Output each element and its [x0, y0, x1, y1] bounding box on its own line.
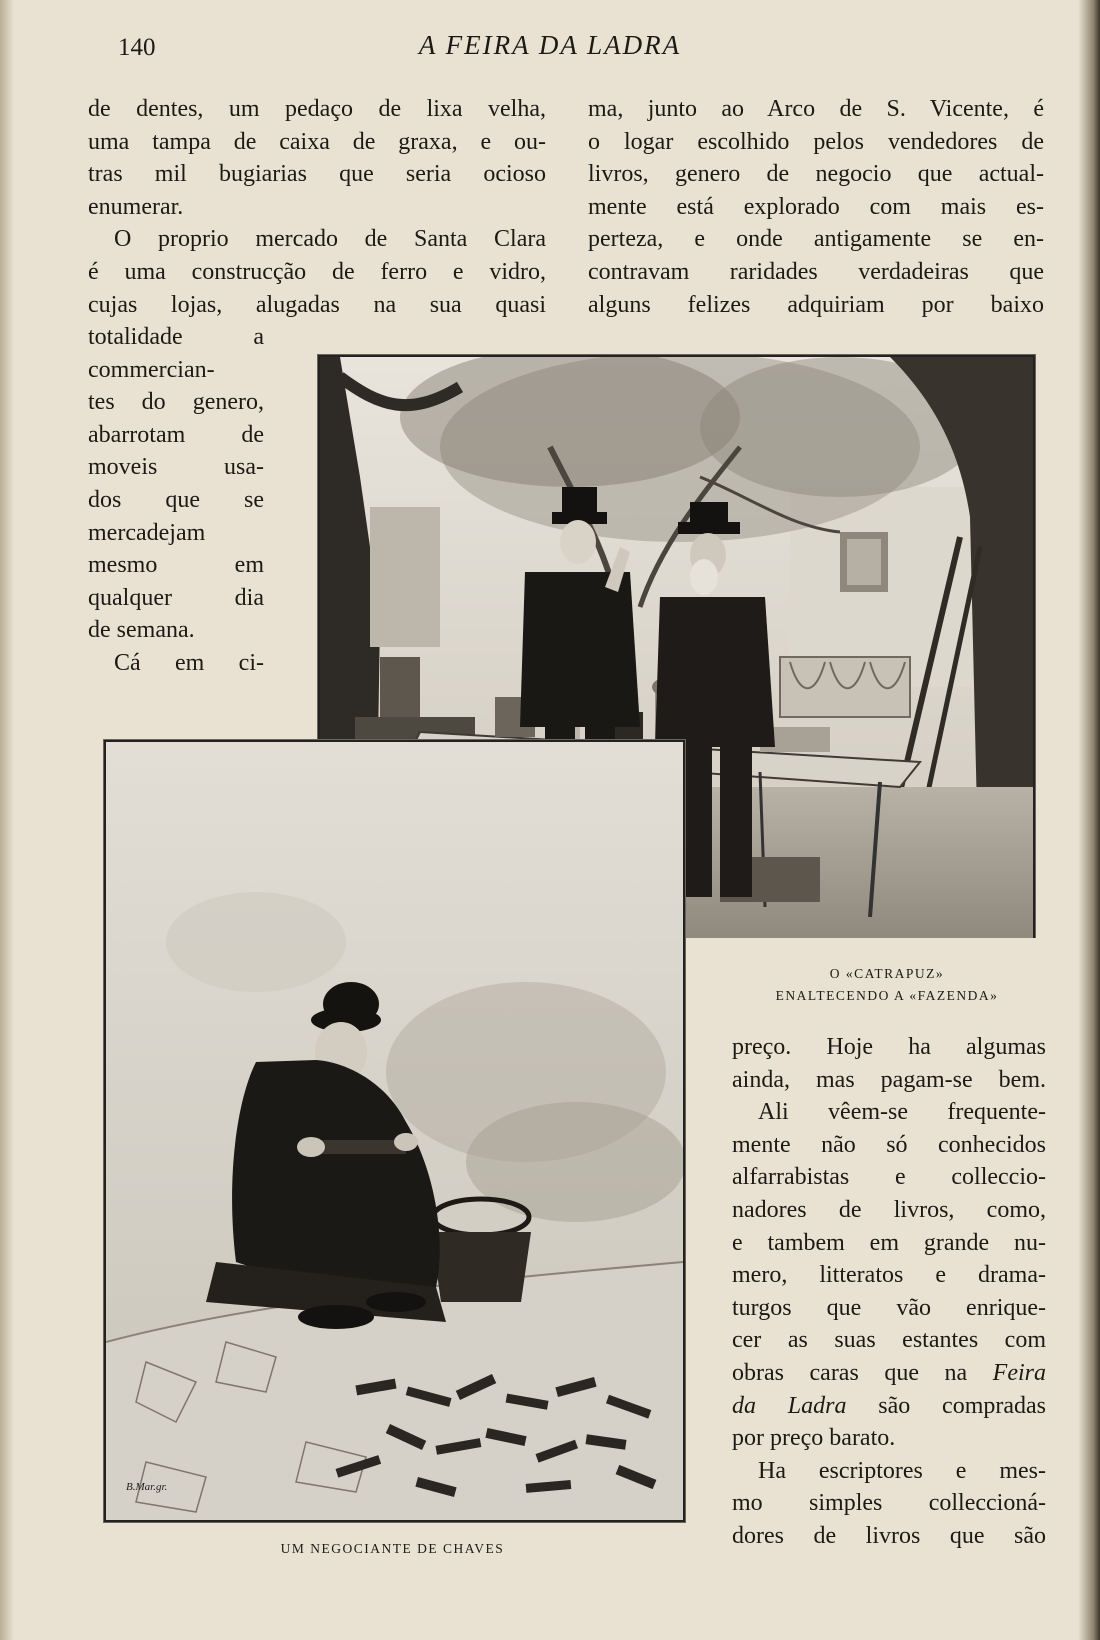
text-line: de semana. [88, 617, 195, 644]
page-edge-shadow [1078, 0, 1100, 1640]
text-line: mero, litteratos e drama- [732, 1262, 1046, 1289]
italic-title: Feira [992, 1359, 1046, 1386]
text-segment: obras caras que na [732, 1359, 993, 1386]
text-line: dos que se [88, 486, 264, 513]
text-line: Ali vêem-se frequente- [758, 1099, 1046, 1126]
caption-key-merchant: UM NEGOCIANTE DE CHAVES [280, 1541, 505, 1556]
text-line: alguns felizes adquiriam por baixo [588, 291, 1044, 318]
text-line: Cá em ci- [114, 649, 264, 676]
text-line: livros, genero de negocio que actual- [588, 161, 1044, 188]
photo-overlap-gap [682, 938, 1042, 948]
text-line: turgos que vão enrique- [732, 1294, 1046, 1321]
text-line: moveis usa- [88, 454, 264, 481]
page-gutter-shadow [0, 0, 14, 1640]
text-line: qualquer dia [88, 584, 264, 611]
text-line: e tambem em grande nu- [732, 1229, 1046, 1256]
text-line: cujas lojas, alugadas na sua quasi [88, 291, 546, 318]
text-line: tes do genero, [88, 389, 264, 416]
text-line: dores de livros que são [732, 1522, 1046, 1549]
text-line: mente não só conhecidos [732, 1131, 1046, 1158]
text-line: totalidade a [88, 324, 264, 350]
photo-signature: B.Mar.gr. [126, 1481, 168, 1493]
text-segment: são compradas [846, 1392, 1047, 1419]
caption-catrapuz [742, 963, 1032, 1007]
text-line: por preço barato. [732, 1425, 896, 1452]
text-line: é uma construcção de ferro e vidro, [88, 258, 546, 285]
text-line: preço. Hoje ha algumas [732, 1034, 1046, 1060]
text-line: mercadejam [88, 519, 206, 546]
text-line: o logar escolhido pelos vendedores de [588, 128, 1044, 155]
text-line: mo simples colleccioná- [732, 1490, 1046, 1517]
left-column-top [88, 93, 546, 321]
text-line: enumerar. [88, 193, 184, 220]
text-line: de dentes, um pedaço de lixa velha, [88, 96, 546, 122]
text-line: commercian- [88, 356, 215, 383]
text-line: abarrotam de [88, 421, 264, 448]
text-line: ma, junto ao Arco de S. Vicente, é [588, 96, 1044, 122]
text-line [732, 1357, 1046, 1390]
left-column-narrow [88, 321, 264, 680]
text-line: perteza, e onde antigamente se en- [588, 226, 1044, 253]
text-line: contravam raridades verdadeiras que [588, 258, 1044, 285]
text-line: tras mil bugiarias que seria ocioso [88, 161, 546, 188]
page-number: 140 [118, 34, 156, 61]
text-line: cer as suas estantes com [732, 1327, 1046, 1354]
photo-key-merchant [104, 740, 685, 1522]
right-column-bottom [732, 1031, 1046, 1553]
text-line: O proprio mercado de Santa Clara [114, 226, 546, 253]
text-line: mesmo em [88, 552, 264, 579]
text-line: Ha escriptores e mes- [758, 1457, 1046, 1484]
text-line: uma tampa de caixa de graxa, e ou- [88, 128, 546, 155]
caption-line: ENALTECENDO A «FAZENDA» [775, 988, 999, 1003]
text-line: mente está explorado com mais es- [588, 193, 1044, 220]
text-line: nadores de livros, como, [732, 1196, 1046, 1223]
text-line: ainda, mas pagam-se bem. [732, 1066, 1046, 1093]
running-title: A FEIRA DA LADRA [418, 30, 682, 60]
right-column-top [588, 93, 1044, 321]
italic-title: da Ladra [732, 1392, 847, 1419]
text-line [732, 1390, 1046, 1423]
text-line: alfarrabistas e colleccio- [732, 1164, 1046, 1191]
caption-line: O «CATRAPUZ» [829, 966, 945, 981]
